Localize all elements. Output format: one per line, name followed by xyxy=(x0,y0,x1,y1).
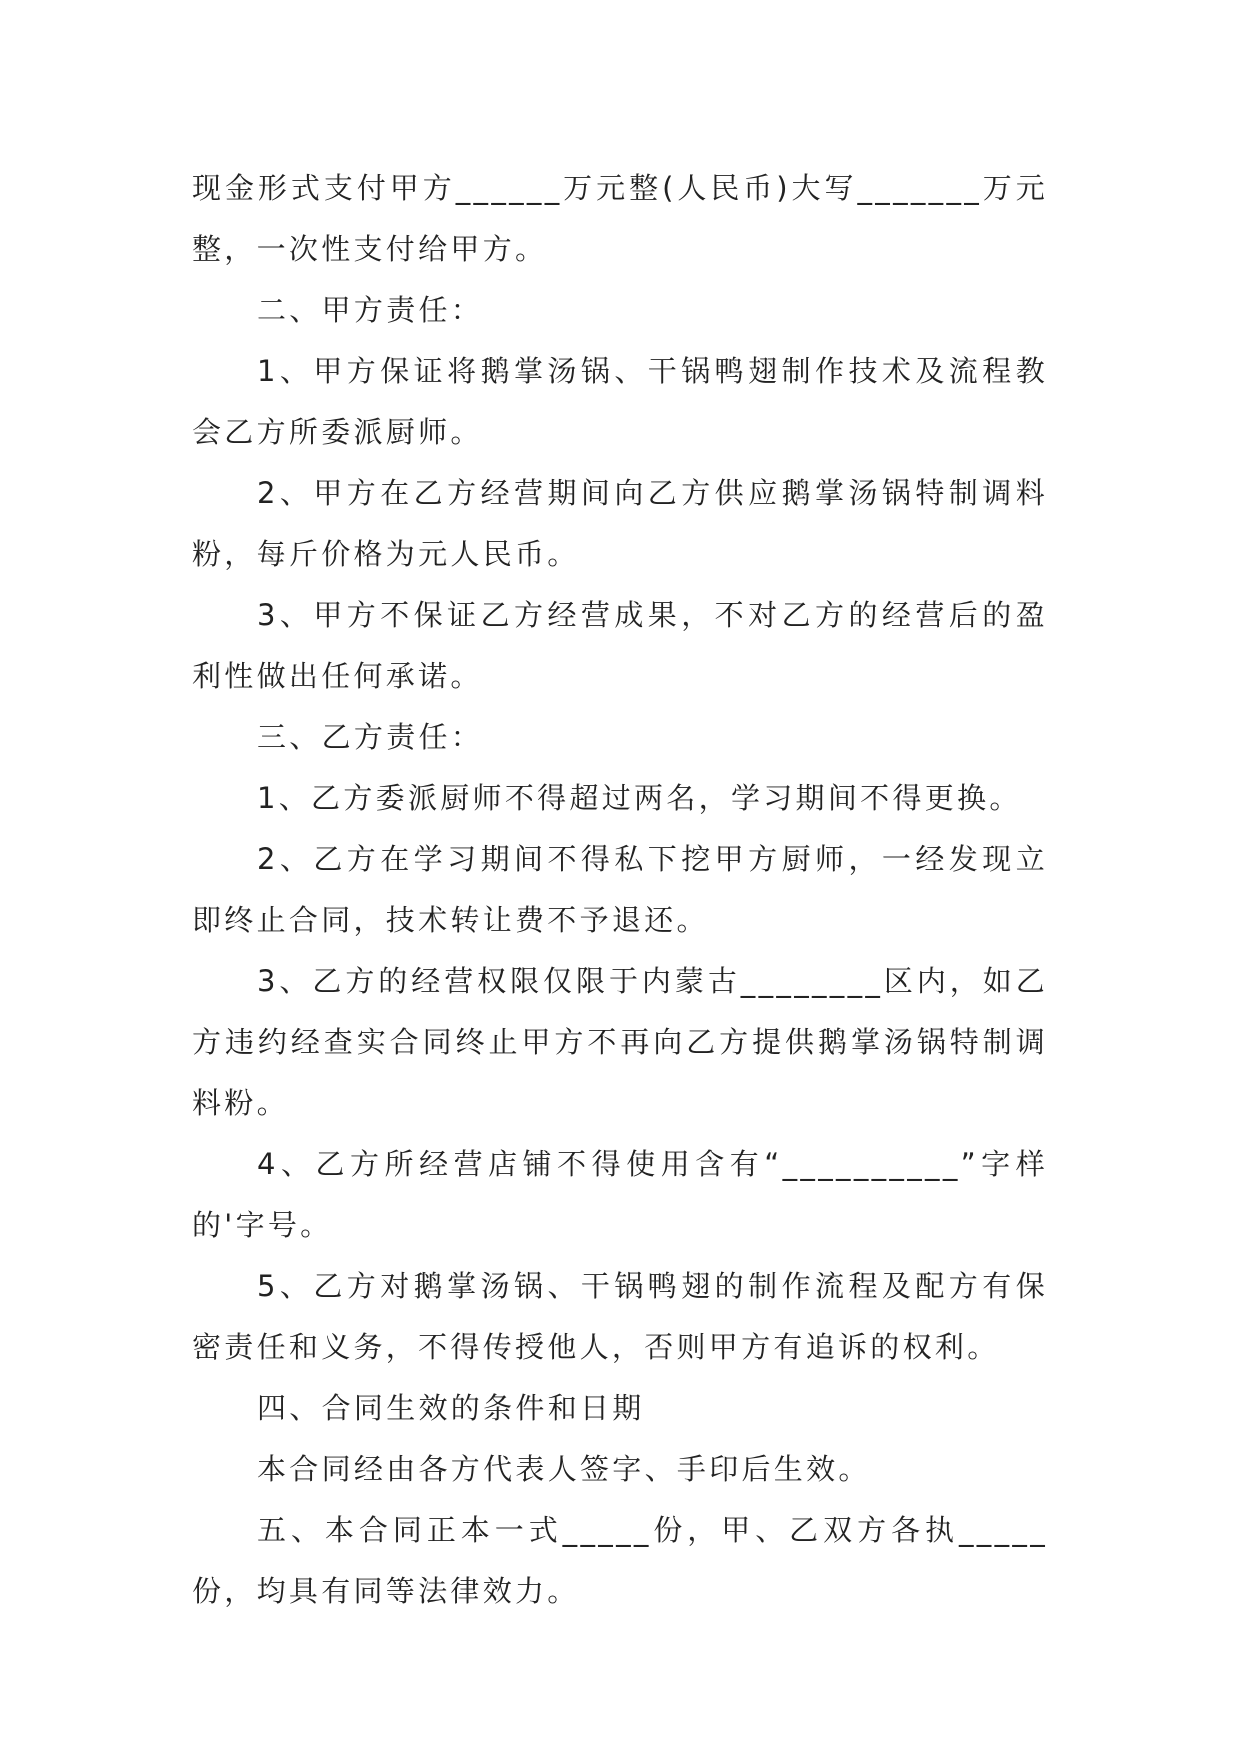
paragraph-party-b-clause-4: 4、乙方所经营店铺不得使用含有“__________”字样的'字号。 xyxy=(192,1147,1048,1242)
paragraph-party-a-clause-1: 1、甲方保证将鹅掌汤锅、干锅鸭翅制作技术及流程教会乙方所委派厨师。 xyxy=(192,354,1048,449)
paragraph-party-b-clause-1: 1、乙方委派厨师不得超过两名，学习期间不得更换。 xyxy=(257,781,1022,815)
paragraph-copies-clause: 五、本合同正本一式_____份，甲、乙双方各执_____份，均具有同等法律效力。 xyxy=(192,1513,1048,1608)
paragraph-payment-terms: 现金形式支付甲方______万元整(人民币)大写_______万元整，一次性支付给甲方。 xyxy=(192,171,1048,266)
paragraph-party-b-clause-2: 2、乙方在学习期间不得私下挖甲方厨师，一经发现立即终止合同，技术转让费不予退还。 xyxy=(192,842,1048,937)
paragraph-party-a-clause-3: 3、甲方不保证乙方经营成果，不对乙方的经营后的盈利性做出任何承诺。 xyxy=(192,598,1048,693)
section-heading-party-b-duties: 三、乙方责任： xyxy=(257,720,484,754)
section-heading-party-a-duties: 二、甲方责任： xyxy=(257,293,484,327)
paragraph-party-b-clause-3: 3、乙方的经营权限仅限于内蒙古________区内，如乙方违约经查实合同终止甲方不再向乙方提供鹅掌汤锅特制调料粉。 xyxy=(192,964,1048,1120)
contract-body xyxy=(192,158,1048,1622)
paragraph-party-b-clause-5: 5、乙方对鹅掌汤锅、干锅鸭翅的制作流程及配方有保密责任和义务，不得传授他人，否则甲方有追诉的权利。 xyxy=(192,1269,1048,1364)
paragraph-party-a-clause-2: 2、甲方在乙方经营期间向乙方供应鹅掌汤锅特制调料粉，每斤价格为元人民币。 xyxy=(192,476,1048,571)
section-heading-effective-conditions: 四、合同生效的条件和日期 xyxy=(257,1391,645,1425)
paragraph-effective-conditions: 本合同经由各方代表人签字、手印后生效。 xyxy=(257,1452,871,1486)
